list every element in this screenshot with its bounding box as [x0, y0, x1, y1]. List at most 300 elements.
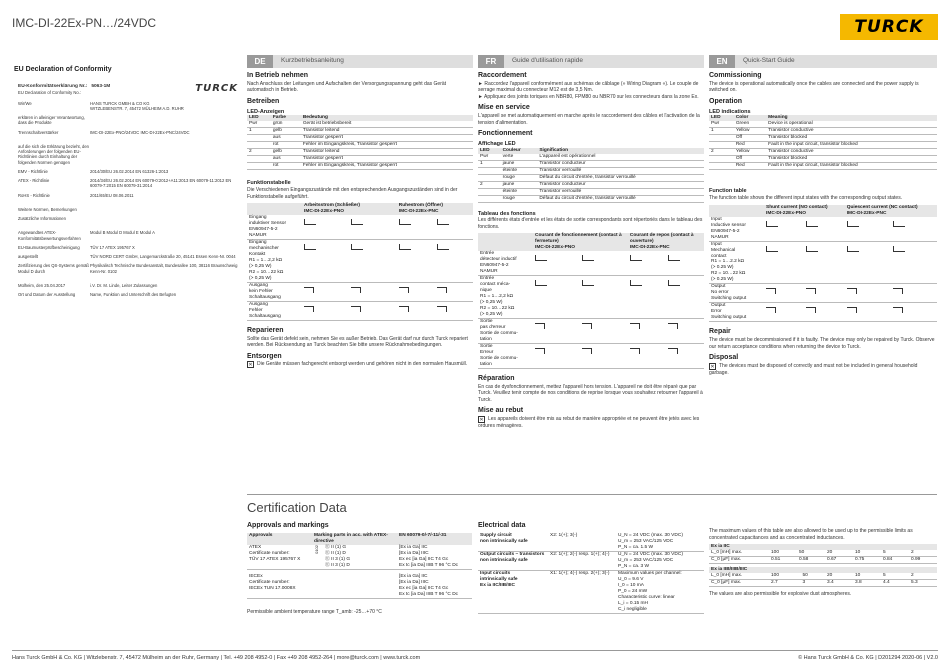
de-code: DE	[247, 55, 273, 68]
max-row-label: C_0 [μF] max.	[709, 556, 769, 563]
switch-symbol-icon	[668, 323, 678, 329]
switch-symbol-cell	[435, 240, 473, 283]
input-label: Input circuits intrinsically safe Ex ia IIC/IIB/IIIC	[478, 570, 548, 613]
led-cell: 2	[247, 149, 271, 156]
en-s2sub: LED indications	[709, 108, 751, 115]
switch-symbol-cell	[349, 282, 396, 301]
eu-row-value: Physikalisch Technische Bundesanstalt, Bundesallee 100, 38116 Braunschweig Kenn-Nr. 0102	[90, 263, 238, 274]
led-cell	[247, 156, 271, 163]
led-cell: Transistor conducteur	[537, 160, 704, 167]
eu-row-key: Trennschaltverstärker	[18, 129, 59, 135]
led-cell	[709, 156, 734, 163]
max-row-value: 3.4	[825, 579, 853, 586]
led-cell	[478, 174, 501, 181]
iecex-standard: [Ex ia Ga] IIC [Ex ia Da] IIIC Ex ec [ia Ga] IIC T4 Gc Ex tc [ia Da] IIIB T 96 °C Dc	[397, 569, 472, 598]
led-cell: Yellow	[734, 128, 766, 135]
eu-row-key: Ort und Datum der Ausstellung	[18, 292, 76, 297]
en-s2: Operation	[709, 97, 743, 105]
function-table	[478, 233, 704, 369]
max-row-value: 50	[797, 550, 825, 556]
en-column	[709, 55, 937, 376]
function-row-label: Eingang mechanischer Kontakt R1 = 1…2,2 kΩ (> 0,25 W) R2 = 10…22 kΩ (> 0,25 W)	[247, 240, 302, 283]
eu-declaration-title: EU Declaration of Conformity	[14, 66, 112, 73]
fr-ft: Tableau des fonctions	[478, 210, 536, 217]
led-cell: rot	[271, 142, 301, 149]
max-row-label: L_0 [mH] max.	[709, 573, 769, 579]
switch-symbol-cell	[628, 276, 666, 319]
switch-symbol-cell	[628, 319, 666, 344]
function-row	[709, 303, 937, 322]
en-rep: Repair	[709, 328, 731, 336]
max-row-value: 0.99	[909, 556, 937, 563]
switch-symbol-icon	[766, 288, 776, 294]
led-cell: Transistor conducteur	[537, 181, 704, 188]
max-row-value: 10	[853, 550, 881, 556]
switch-symbol-icon	[437, 244, 449, 250]
led-cell: 2	[709, 149, 734, 156]
de-ent: Entsorgen	[247, 352, 282, 360]
function-row-label: Input Mechanical contact R1 = 1…2.2 kΩ (> 0.25 W) R2 = 10…22 kΩ (> 0.25 W)	[709, 241, 764, 284]
en-ent: Disposal	[709, 354, 739, 362]
max-row-value: 4.4	[881, 579, 909, 586]
switch-symbol-cell	[435, 301, 473, 320]
led-row	[709, 163, 937, 170]
ce-code: 0102	[314, 544, 319, 554]
led-cell: Fault in the input circuit, transistor blocked	[766, 142, 937, 149]
de-repp: Sollte das Gerät defekt sein, nehmen Sie es außer Betrieb. Das Gerät darf nur durch Turck repariert werden. Bei Rücksendung an Turck beachten Sie bitte unsere Rücknahmebedingungen.	[247, 335, 468, 349]
switch-symbol-cell	[435, 282, 473, 301]
led-cell: éteinte	[501, 167, 538, 174]
footer-left: Hans Turck GmbH & Co. KG | Witzlebenstr. 7, 45472 Mülheim an der Ruhr, Germany | Tel. +49 208 4952-0 | Fax +49 208 4952-264 | more@turck.com | www.turck.com	[12, 655, 421, 661]
led-row	[247, 128, 473, 135]
fr-s0: Raccordement	[478, 72, 527, 79]
function-row	[247, 282, 473, 301]
de-s2: Betreiben	[247, 97, 280, 105]
switch-symbol-cell	[666, 276, 704, 319]
max-row-value: 0.51	[769, 556, 797, 563]
en-code: EN	[709, 55, 735, 68]
led-row	[247, 142, 473, 149]
switch-symbol-cell	[764, 217, 804, 241]
max-row-value: 20	[825, 550, 853, 556]
ft-empty	[247, 203, 302, 215]
led-row	[709, 149, 937, 156]
switch-symbol-cell	[397, 301, 435, 320]
switch-symbol-icon	[582, 323, 592, 329]
switch-symbol-cell	[533, 276, 580, 319]
function-row	[478, 319, 704, 344]
de-led-h1: Farbe	[272, 115, 286, 121]
fr-led-table	[478, 148, 704, 203]
input-values: Maximum values per channel: U_0 = 9.6 V I_0 = 10 mA P_0 = 24 mW Characteristic curve: linear L_i = 0.15 mH C_i negligible	[616, 570, 704, 613]
trash-bin-icon: ✕	[479, 417, 484, 424]
fr-ftp: Les différents états d'entrée et les états de sortie correspondants sont répertoriés dans le tableau des fonctions.	[478, 217, 703, 230]
max-row-value: 20	[825, 573, 853, 579]
switch-symbol-icon	[766, 246, 778, 252]
max-values-table	[709, 567, 937, 587]
led-cell	[247, 135, 271, 142]
switch-symbol-icon	[630, 280, 642, 286]
max-values-foot: The values are also permissible for explosive dust atmospheres.	[709, 590, 852, 597]
function-row-label: Ausgang kein Fehler Schaltausgang	[247, 282, 302, 301]
en-repp: The device must be decommissioned if it is faulty. The device may only be repaired by Turck. Observe our return acceptance conditions when returning the device to Turck.	[709, 337, 935, 350]
led-cell: Transistor leitend	[301, 128, 473, 135]
trash-bin-icon: ✕	[248, 362, 253, 369]
eu-turck-logo: TURCK	[195, 83, 238, 94]
document-title: IMC-DI-22Ex-PN…/24VDC	[12, 16, 157, 30]
atex-marking: Ⓔ II (1) G Ⓔ II (1) D Ⓔ II 3 (1) G Ⓔ II 3 (1) D	[325, 544, 351, 568]
led-cell: Transistor gesperrt	[301, 135, 473, 142]
function-row-label: Entrée contact méca- nique R1 = 1…2,2 kΩ (> 0,25 W) R2 = 10…22 kΩ (> 0,25 W)	[478, 276, 533, 319]
led-cell: rot	[271, 163, 301, 170]
switch-symbol-cell	[435, 215, 473, 239]
iecex-cert: IECEx Certificate number: IECEx TUN 17.0008X	[247, 569, 312, 598]
led-cell: Pwr	[247, 121, 271, 127]
switch-symbol-icon	[535, 255, 547, 261]
ft-head-pno: Arbeitsstrom (Schließer) IMC-DI-22Ex-PNO	[304, 203, 360, 215]
led-cell: rouge	[501, 174, 538, 181]
de-bar	[247, 55, 473, 68]
max-table-row	[709, 579, 937, 586]
switch-symbol-cell	[891, 303, 937, 322]
temp-range: Permissible ambient temperature range T_amb: -25…+70 °C	[247, 608, 382, 615]
eu-row	[18, 130, 238, 135]
de-rep: Reparieren	[247, 326, 284, 334]
switch-symbol-icon	[582, 280, 594, 286]
function-table	[247, 203, 473, 321]
led-cell: Fault in the input circuit, transistor blocked	[766, 163, 937, 170]
switch-symbol-cell	[302, 215, 349, 239]
switch-symbol-icon	[630, 323, 640, 329]
eu-row-key: RoHS - Richtlinie	[18, 192, 50, 198]
eu-row	[18, 144, 238, 165]
function-row-label: Entrée détecteur inductif EN60947-5-2 NAMUR	[478, 251, 533, 275]
switch-symbol-cell	[804, 217, 844, 241]
eu-row	[18, 230, 238, 241]
fr-s2sub: Affichage LED	[478, 140, 516, 147]
eu-row-key: Mülheim, den 25.04.2017	[18, 282, 66, 288]
eu-row	[18, 254, 238, 259]
de-s2sub: LED-Anzeigen	[247, 108, 285, 115]
function-row	[247, 301, 473, 320]
switch-symbol-icon	[351, 219, 363, 225]
led-cell: 1	[478, 160, 501, 167]
led-cell	[478, 195, 501, 202]
atex-standard: [Ex ia Ga] IIC [Ex ia Da] IIIC Ex ec [ia Ga] IIC T4 Gc Ex tc [ia Da] IIIB T 96 °C Dc	[397, 545, 472, 569]
switch-symbol-cell	[845, 284, 891, 303]
eu-row-key: EMV - Richtlinie	[18, 168, 48, 174]
switch-symbol-cell	[580, 344, 627, 369]
switch-symbol-cell	[533, 251, 580, 275]
en-led-h1: Color	[735, 115, 749, 121]
max-row-value: 2.7	[769, 579, 801, 586]
de-led-table	[247, 115, 473, 170]
eu-row-value: Name, Funktion und Unterschrift des Befugten	[90, 292, 177, 297]
appr-h2: Marking parts in acc. with ATEX-directive	[314, 532, 388, 544]
led-cell: jaune	[501, 160, 538, 167]
approvals-title: Approvals and markings	[247, 522, 329, 529]
led-cell: Green	[734, 121, 766, 127]
switch-symbol-cell	[302, 301, 349, 320]
output-values: U_N = 24 VDC (max. 30 VDC) U_m = 253 VAC/125 VDC P_N = ca. 3 W	[616, 551, 704, 570]
function-row-label: Output No error Switching output	[709, 284, 764, 303]
led-cell	[709, 135, 734, 142]
en-ftp: The function table shows the different input states with the corresponding output states.	[709, 195, 903, 202]
electrical-section	[478, 518, 704, 614]
eu-row	[18, 169, 238, 174]
max-row-value: 0.58	[797, 556, 825, 563]
eu-row	[18, 178, 238, 189]
eu-row-value	[90, 144, 238, 165]
fr-column	[478, 55, 704, 430]
eu-row-key: Weitere Normen, Bemerkungen	[18, 206, 77, 212]
eu-row-key: Angewandtes ATEX-Konformitätsbewertungsverfahren	[18, 230, 81, 241]
max-values-note: The maximum values of this table are also allowed to be used up to the permissible limits as concentrated capacitances and as concentrated inductances.	[709, 528, 913, 541]
led-cell: jaune	[501, 181, 538, 188]
max-row-value: 2	[909, 550, 937, 556]
function-row	[478, 276, 704, 319]
led-cell: aus	[271, 156, 301, 163]
max-row-value: 50	[801, 573, 826, 579]
switch-symbol-cell	[804, 284, 844, 303]
eu-row-value: IMC-DI-22Ex-PNO/24VDC IMC-DI-22Ex-PNC/24VDC	[90, 129, 190, 135]
ft-head-pno: Shunt current (NO contact) IMC-DI-22Ex-PNO	[766, 204, 828, 216]
led-row	[478, 174, 704, 181]
max-row-value: 100	[769, 573, 801, 579]
switch-symbol-icon	[437, 306, 447, 312]
switch-symbol-cell	[666, 344, 704, 369]
switch-symbol-icon	[304, 219, 316, 225]
switch-symbol-cell	[397, 215, 435, 239]
eu-row-key: erklären in alleiniger Verantwortung, dass die Produkte	[18, 115, 85, 126]
max-table-title: Ex ia IIC	[711, 544, 730, 549]
led-cell: Pwr	[709, 121, 734, 127]
led-cell	[478, 188, 501, 195]
led-cell: Transistor verrouillé	[537, 188, 704, 195]
fr-entp: Les appareils doivent être mis au rebut de manière appropriée et ne peuvent être jetés avec les ordures ménagères.	[478, 416, 700, 430]
switch-symbol-icon	[766, 221, 778, 227]
fr-s2: Fonctionnement	[478, 130, 533, 137]
de-led-h0: LED	[249, 115, 259, 121]
en-label: Quick-Start Guide	[743, 57, 795, 65]
en-bar	[709, 55, 937, 68]
approvals-section	[247, 518, 472, 615]
led-row	[247, 156, 473, 163]
switch-symbol-cell	[891, 241, 937, 284]
max-table-row	[709, 556, 937, 563]
max-row-value: 100	[769, 550, 797, 556]
led-cell	[247, 163, 271, 170]
eu-row-value: 2014/30/EU 26.02.2014 EN 61326-1:2013	[90, 168, 169, 174]
switch-symbol-cell	[349, 301, 396, 320]
switch-symbol-cell	[804, 303, 844, 322]
eu-declaration-card	[18, 83, 238, 353]
switch-symbol-icon	[847, 221, 859, 227]
eu-row-key: Zusätzliche Informationen	[18, 216, 66, 221]
switch-symbol-cell	[845, 303, 891, 322]
divider	[247, 494, 937, 495]
fr-led-h0: LED	[480, 147, 490, 153]
eu-row-value	[90, 115, 238, 126]
eu-wir: Wir/We	[18, 100, 32, 106]
elec-title: Electrical data	[478, 522, 526, 529]
led-cell: Fehler im Eingangskreis, Transistor gesperrt	[301, 163, 473, 170]
led-cell: Off	[734, 135, 766, 142]
switch-symbol-cell	[302, 282, 349, 301]
switch-symbol-cell	[845, 217, 891, 241]
en-s0: Commissioning	[709, 72, 762, 79]
switch-symbol-icon	[399, 306, 409, 312]
switch-symbol-icon	[893, 221, 905, 227]
led-cell: 1	[709, 128, 734, 135]
led-row	[247, 163, 473, 170]
en-entp: The devices must be disposed of correctly and must not be included in general household garbage.	[709, 362, 918, 376]
switch-symbol-cell	[764, 284, 804, 303]
led-cell: Red	[734, 163, 766, 170]
eu-row-value: TÜV 17 ATEX 195767 X	[90, 244, 135, 250]
switch-symbol-icon	[847, 246, 859, 252]
eu-row-value: 2011/65/EU 08.06.2011	[90, 192, 134, 198]
appr-h1: Approvals	[249, 532, 273, 538]
fr-s0p: ► Raccordez l'appareil conformément aux schémas de câblage (» Wiring Diagram «). Le couple de serrage maximal du connecteur M12 est de 3,5 Nm. ► Appliquez des joints toriques en NBR80, FPM80 ou NBR70 sur les connecteurs dans la zone Ex.	[478, 80, 699, 100]
output-term: X2: 1(+); 2(-) resp. 1(+); 4(-)	[548, 551, 616, 570]
switch-symbol-icon	[847, 288, 857, 294]
de-entp: Die Geräte müssen fachgerecht entsorgt werden und gehören nicht in den normalen Hausmüll.	[257, 361, 468, 368]
supply-label: Supply circuit non intrinsically safe	[478, 533, 548, 551]
switch-symbol-cell	[533, 344, 580, 369]
switch-symbol-cell	[580, 276, 627, 319]
switch-symbol-icon	[766, 307, 776, 313]
led-row	[478, 160, 704, 167]
switch-symbol-cell	[397, 282, 435, 301]
led-row	[478, 188, 704, 195]
led-cell: gelb	[271, 128, 301, 135]
switch-symbol-icon	[304, 244, 316, 250]
function-row	[709, 284, 937, 303]
switch-symbol-icon	[582, 255, 594, 261]
max-row-value: 5.3	[909, 579, 937, 586]
led-cell: L'appareil est opérationnel	[537, 154, 704, 160]
en-led-h2: Meaning	[768, 115, 788, 121]
de-s1: In Betrieb nehmen	[247, 72, 309, 79]
fr-led-h1: Couleur	[502, 147, 521, 153]
led-cell: 2	[478, 181, 501, 188]
switch-symbol-icon	[351, 244, 363, 250]
switch-symbol-icon	[668, 348, 678, 354]
eu-row	[18, 207, 238, 212]
function-row	[478, 344, 704, 369]
supply-term: X2: 1(+); 3(-)	[548, 533, 616, 551]
function-table	[709, 205, 937, 323]
switch-symbol-cell	[349, 240, 396, 283]
switch-symbol-icon	[437, 219, 449, 225]
led-row	[478, 167, 704, 174]
eu-row-value: Modul B Modul D Modul E Modul A	[90, 230, 155, 236]
eu-row-value: TÜV NORD CERT GmbH, Langemarckstraße 20, 45141 Essen Kenn-Nr. 0044	[90, 254, 236, 259]
max-row-value: 0.84	[881, 556, 909, 563]
switch-symbol-icon	[893, 288, 903, 294]
led-cell	[478, 167, 501, 174]
led-cell: Gerät ist betriebsbereit	[301, 121, 473, 127]
fr-rep: Réparation	[478, 375, 515, 383]
function-row-label: Input Inductive sensor EN60947-5-2 NAMUR	[709, 217, 764, 241]
led-cell: Transistor leitend	[301, 149, 473, 156]
led-cell: Transistor verrouillé	[537, 167, 704, 174]
eu-row-value: 2014/34/EU 26.02.2014 EN 60079-0:2012+A11:2013 EN 60079-11:2012 EN 60079-7:2015 EN 60079-31:2014	[90, 178, 232, 189]
switch-symbol-icon	[399, 244, 411, 250]
de-s1p: Nach Anschluss der Leitungen und Aufschalten der Versorgungsspannung geht das Gerät automatisch in Betrieb.	[247, 80, 447, 94]
trash-bin-icon: ✕	[710, 363, 715, 370]
max-table-title: Ex ia IIB/IIIB/IIIC	[711, 566, 748, 572]
ft-head-pnc: Courant de repos (contact à ouverture) IMC-DI-22Ex-PNC	[629, 233, 694, 251]
switch-symbol-cell	[891, 284, 937, 303]
max-row-value: 0.67	[825, 556, 853, 563]
eu-row-key: Zertifizierung des QS-Systems gemäß Modul D durch	[18, 263, 89, 274]
led-cell: gelb	[271, 149, 301, 156]
atex-cert: ATEX Certificate number: TÜV 17 ATEX 195767 X	[247, 545, 312, 569]
led-cell: Yellow	[734, 149, 766, 156]
eu-row	[18, 216, 238, 221]
switch-symbol-cell	[397, 240, 435, 283]
en-led-h0: LED	[711, 115, 721, 121]
switch-symbol-icon	[304, 306, 314, 312]
max-row-value: 5	[881, 550, 909, 556]
led-row	[478, 181, 704, 188]
led-row	[247, 149, 473, 156]
appr-h3: EN 60079-0/-7/-11/-31	[399, 532, 447, 538]
de-label: Kurzbetriebsanleitung	[281, 57, 344, 65]
led-cell: éteinte	[501, 188, 538, 195]
function-row	[247, 240, 473, 283]
de-ftp: Die Verschiedenen Eingangszustände mit den entsprechenden Ausgangszuständen sind in der Funktionstabelle aufgeführt.	[247, 187, 458, 200]
switch-symbol-icon	[582, 348, 592, 354]
fr-label: Guide d'utilisation rapide	[512, 57, 583, 65]
eu-nr-label-en: EU Declaration of Conformity No.:	[18, 89, 82, 95]
ft-empty	[478, 233, 533, 251]
led-cell: Pwr	[478, 154, 501, 160]
function-row	[247, 215, 473, 239]
output-label: Output circuits – transistors non intrinsically safe	[478, 551, 548, 570]
switch-symbol-cell	[628, 251, 666, 275]
switch-symbol-icon	[630, 255, 642, 261]
max-row-label: L_0 [mH] max.	[709, 550, 769, 556]
eu-row-key: ATEX - Richtlinie	[18, 178, 50, 183]
eu-row-key: auf die sich die Erklärung bezieht, den Anforderungen der folgenden EU-Richtlinien durch Einhaltung der folgenden Normen genügen	[18, 143, 89, 165]
led-row	[247, 135, 473, 142]
function-row-label: Output Error Switching output	[709, 303, 764, 322]
ft-head-pnc: Quiescent current (NC contact) IMC-DI-22Ex-PNC	[846, 204, 918, 216]
switch-symbol-cell	[891, 217, 937, 241]
fr-ent: Mise au rebut	[478, 407, 524, 415]
led-cell: Transistor conductive	[766, 149, 937, 156]
switch-symbol-icon	[535, 280, 547, 286]
function-table-head	[247, 203, 473, 215]
supply-values: U_N = 24 VDC (max. 30 VDC) U_m = 253 VAC/125 VDC P_N = ca. 1.5 W	[616, 533, 704, 551]
switch-symbol-cell	[580, 319, 627, 344]
led-cell	[247, 142, 271, 149]
fr-bar	[478, 55, 704, 68]
fr-s1: Mise en service	[478, 104, 530, 112]
switch-symbol-icon	[806, 221, 818, 227]
switch-symbol-icon	[351, 287, 361, 293]
led-cell	[709, 142, 734, 149]
eu-row	[18, 245, 238, 250]
switch-symbol-icon	[399, 287, 409, 293]
led-cell: Off	[734, 156, 766, 163]
max-values-section	[709, 528, 937, 597]
ft-head-pnc: Ruhestrom (Öffner) IMC-DI-22Ex-PNC	[398, 203, 443, 215]
switch-symbol-cell	[349, 215, 396, 239]
